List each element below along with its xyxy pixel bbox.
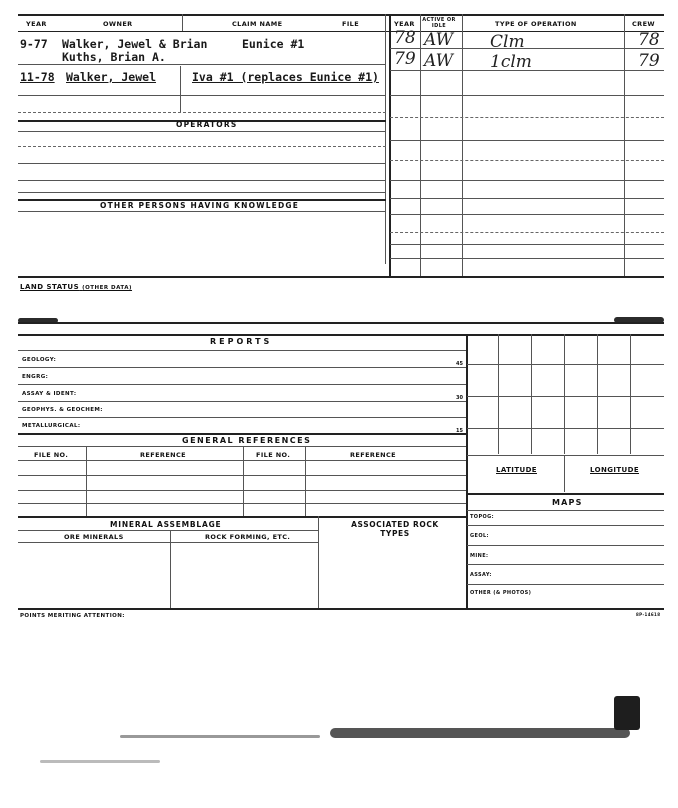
report-rule bbox=[18, 384, 466, 385]
header-bottom-rule bbox=[18, 31, 664, 32]
ops-rule bbox=[390, 117, 664, 118]
ops-rule bbox=[390, 70, 664, 71]
latitude-label: LATITUDE bbox=[496, 466, 537, 474]
map-assay: ASSAY: bbox=[470, 572, 492, 578]
map-mine: MINE: bbox=[470, 553, 489, 559]
entry-year: 9-77 bbox=[20, 37, 48, 51]
report-rule bbox=[18, 417, 466, 418]
reports-right-border bbox=[466, 334, 468, 609]
grid-line bbox=[498, 334, 499, 454]
header-divider bbox=[385, 14, 386, 264]
ref-reference: REFERENCE bbox=[350, 451, 397, 459]
header-claim-name: CLAIM NAME bbox=[232, 20, 283, 28]
grid-line bbox=[467, 396, 664, 397]
operators-rule bbox=[18, 146, 386, 147]
header-year-ops: YEAR bbox=[394, 20, 415, 28]
header-divider bbox=[420, 14, 421, 276]
ref-file-no: FILE NO. bbox=[256, 451, 291, 459]
op-type: Clm bbox=[490, 32, 525, 52]
report-num: 30 bbox=[456, 395, 463, 401]
form-number: 8P-14618 bbox=[636, 612, 661, 617]
op-crew: 78 bbox=[638, 30, 660, 50]
grid-line bbox=[597, 334, 598, 454]
report-label: GEOPHYS. & GEOCHEM: bbox=[22, 407, 103, 413]
other-persons-rule bbox=[18, 211, 386, 212]
header-owner: OWNER bbox=[103, 20, 133, 28]
operators-rule bbox=[18, 131, 386, 132]
ops-rule bbox=[390, 214, 664, 215]
references-top-rule bbox=[18, 433, 466, 435]
op-type: 1clm bbox=[490, 52, 532, 72]
grid-line bbox=[564, 334, 565, 454]
grid-line bbox=[467, 364, 664, 365]
rock-types-heading: ASSOCIATED ROCK TYPES bbox=[351, 520, 439, 538]
ops-rule bbox=[390, 258, 664, 259]
ore-minerals-label: ORE MINERALS bbox=[64, 533, 124, 541]
reports-heading: REPORTS bbox=[210, 337, 273, 346]
points-top-rule bbox=[18, 608, 664, 610]
map-geol: GEOL: bbox=[470, 533, 489, 539]
other-persons-heading: OTHER PERSONS HAVING KNOWLEDGE bbox=[100, 201, 300, 210]
ops-rule bbox=[390, 180, 664, 181]
row-rule bbox=[18, 112, 386, 113]
coords-divider bbox=[564, 456, 565, 492]
entry-owner: Walker, Jewel & Brian bbox=[62, 37, 208, 51]
mineral-divider bbox=[318, 516, 319, 608]
mineral-rule bbox=[18, 542, 318, 543]
report-rule bbox=[18, 367, 466, 368]
mineral-heading: MINERAL ASSEMBLAGE bbox=[110, 520, 222, 529]
operators-rule bbox=[18, 180, 386, 181]
operators-heading: OPERATORS bbox=[176, 120, 238, 129]
ops-rule bbox=[390, 244, 664, 245]
header-divider bbox=[624, 14, 625, 276]
header-type-of-operation: TYPE OF OPERATION bbox=[495, 20, 577, 28]
maps-heading: MAPS bbox=[552, 498, 583, 507]
maps-rule bbox=[467, 564, 664, 565]
row-rule bbox=[18, 95, 386, 96]
reports-top-rule bbox=[18, 334, 664, 336]
report-num: 15 bbox=[456, 428, 463, 434]
scan-smudge bbox=[120, 735, 320, 738]
report-label: ENGRG: bbox=[22, 374, 49, 380]
report-label: GEOLOGY: bbox=[22, 357, 57, 363]
maps-rule bbox=[467, 545, 664, 546]
references-divider bbox=[305, 446, 306, 516]
references-heading: GENERAL REFERENCES bbox=[182, 436, 312, 445]
longitude-label: LONGITUDE bbox=[590, 466, 640, 474]
references-divider bbox=[243, 446, 244, 516]
entry-claim: Iva #1 (replaces Eunice #1) bbox=[192, 70, 379, 84]
header-divider bbox=[182, 14, 183, 31]
scan-smudge bbox=[40, 760, 160, 763]
row-divider bbox=[180, 66, 181, 112]
rock-forming-label: ROCK FORMING, ETC. bbox=[205, 533, 291, 541]
scan-smudge bbox=[330, 728, 630, 738]
report-num: 45 bbox=[456, 361, 463, 367]
op-year: 78 bbox=[394, 28, 416, 48]
op-status: AW bbox=[424, 30, 454, 50]
row-rule bbox=[18, 64, 386, 65]
map-topog: TOPOG: bbox=[470, 514, 495, 520]
maps-top-rule bbox=[467, 493, 664, 495]
references-divider bbox=[86, 446, 87, 516]
entry-owner: Kuths, Brian A. bbox=[62, 50, 166, 64]
header-divider bbox=[462, 14, 463, 276]
grid-line bbox=[467, 428, 664, 429]
grid-line bbox=[531, 334, 532, 454]
entry-year: 11-78 bbox=[20, 70, 55, 84]
maps-rule bbox=[467, 510, 664, 511]
op-year: 79 bbox=[394, 49, 416, 69]
ops-rule bbox=[390, 198, 664, 199]
report-rule bbox=[18, 401, 466, 402]
map-other: OTHER (& PHOTOS) bbox=[470, 590, 532, 596]
ops-rule bbox=[390, 160, 664, 161]
ref-file-no: FILE NO. bbox=[34, 451, 69, 459]
header-year: YEAR bbox=[26, 20, 47, 28]
scan-smudge bbox=[614, 696, 640, 730]
grid-line bbox=[467, 455, 664, 456]
mineral-top-rule bbox=[18, 516, 466, 518]
op-crew: 79 bbox=[638, 51, 660, 71]
grid-line bbox=[630, 334, 631, 454]
ops-rule bbox=[390, 140, 664, 141]
maps-rule bbox=[467, 525, 664, 526]
mineral-rule bbox=[18, 530, 318, 531]
maps-rule bbox=[467, 584, 664, 585]
land-status-heading bbox=[20, 283, 132, 291]
ref-reference: REFERENCE bbox=[140, 451, 187, 459]
header-top-rule bbox=[18, 14, 664, 16]
other-persons-bottom-rule bbox=[18, 276, 664, 278]
ops-rule bbox=[390, 232, 664, 233]
points-heading: POINTS MERITING ATTENTION: bbox=[20, 613, 125, 619]
ops-rule bbox=[390, 95, 664, 96]
land-status-title: LAND STATUS bbox=[20, 283, 80, 291]
op-status: AW bbox=[424, 51, 454, 71]
report-label: ASSAY & IDENT: bbox=[22, 391, 77, 397]
mineral-divider bbox=[170, 530, 171, 608]
land-status-sub: (OTHER DATA) bbox=[82, 285, 133, 291]
entry-owner: Walker, Jewel bbox=[66, 70, 157, 84]
report-label: METALLURGICAL: bbox=[22, 423, 81, 429]
ops-rule bbox=[390, 48, 664, 49]
land-status-rule bbox=[18, 322, 664, 324]
header-active-idle: ACTIVE OR IDLE bbox=[422, 17, 456, 29]
reports-rule bbox=[18, 350, 466, 351]
header-file: FILE bbox=[342, 20, 360, 28]
entry-claim: Eunice #1 bbox=[242, 37, 305, 51]
header-divider bbox=[389, 14, 391, 276]
operators-rule bbox=[18, 163, 386, 164]
header-crew: CREW bbox=[632, 20, 655, 28]
operators-rule bbox=[18, 192, 386, 193]
